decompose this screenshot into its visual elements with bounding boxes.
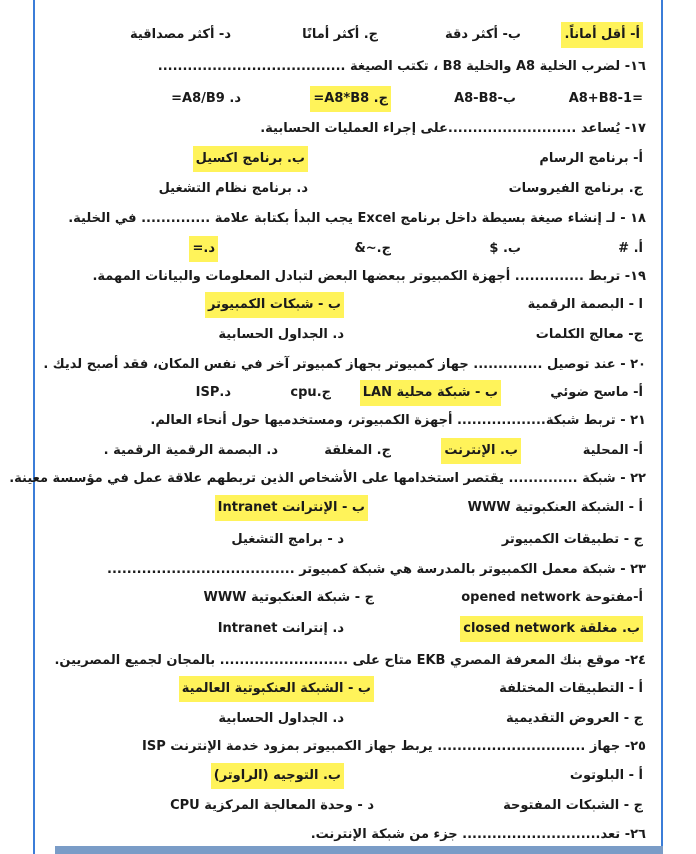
q24-option-c: ج - العروض التقديمية — [506, 711, 643, 726]
question-25: ٢٥- جهاز .............................. يربط جهاز الكمبيوتر بمزود خدمة الإنترنت ISP — [142, 739, 646, 754]
q23-option-a: أ-مفتوحة opened network — [461, 590, 643, 605]
q15-option-d: د- أكثر مصداقية — [129, 27, 231, 42]
q24-option-d: د. الجداول الحسابية — [218, 711, 344, 726]
q22-option-b: ب - الإنترانت Intranet — [215, 495, 368, 521]
q19-option-c: ج- معالج الكلمات — [535, 327, 643, 342]
q16-option-a: A8+B8-1= — [568, 91, 643, 106]
q21-option-c: ج. المغلقة — [324, 443, 391, 458]
q18-option-b: ب. $ — [489, 241, 521, 256]
q22-option-d: د - برامج التشغيل — [231, 532, 344, 547]
q19-option-b: ب - شبكات الكمبيوتر — [205, 292, 344, 318]
q21-option-b: ب. الإنترنت — [441, 438, 521, 464]
q17-option-c: ج. برنامج الفيروسات — [508, 181, 643, 196]
q15-option-a: أ- أقل أماناً. — [561, 22, 643, 48]
q20-option-c: ج.cpu — [290, 385, 331, 400]
q25-option-b: ب. التوجيه (الراوتر) — [211, 763, 344, 789]
q16-option-d: د. A8/B9= — [171, 91, 241, 106]
q25-option-a: أ - البلوتوث — [569, 768, 643, 783]
page-bottom-border — [55, 846, 663, 854]
question-18: ١٨ - لـ إنشاء صيغة بسيطة داخل برنامج Excel يجب البدأ بكتابة علامة .............. في الخلية. — [68, 211, 646, 226]
q23-option-b: ب. مغلقة closed network — [460, 616, 643, 642]
q17-option-d: د. برنامج نظام التشغيل — [158, 181, 308, 196]
question-22: ٢٢ - شبكة .............. يقتصر استخدامها على الأشخاص الذين تربطهم علاقة عمل في مؤسسة معينة. — [9, 471, 646, 486]
q22-option-a: أ - الشبكة العنكبوتية WWW — [467, 500, 643, 515]
q18-option-d: د.= — [189, 236, 218, 262]
question-23: ٢٣ - شبكة معمل الكمبيوتر بالمدرسة هي شبكة كمبيوتر ...................................... — [107, 562, 646, 577]
q15-option-b: ب- أكثر دقة — [445, 27, 521, 42]
q19-option-d: د. الجداول الحسابية — [218, 327, 344, 342]
q15-option-c: ج. أكثر أمانًا — [302, 27, 378, 42]
q24-option-a: أ - التطبيقات المختلفة — [499, 681, 643, 696]
q21-option-d: د. البصمة الرقمية الرقمية . — [103, 443, 278, 458]
q17-option-a: أ- برنامج الرسام — [539, 151, 643, 166]
q22-option-c: ج - تطبيقات الكمبيوتر — [501, 532, 643, 547]
q20-option-a: أ- ماسح ضوئي — [550, 385, 643, 400]
q23-option-d: د. إنترانت Intranet — [217, 621, 344, 636]
q23-option-c: ج - شبكة العنكبوتية WWW — [203, 590, 374, 605]
question-17: ١٧- يُساعد ..........................على إجراء العمليات الحسابية. — [260, 121, 646, 136]
q25-option-c: ج - الشبكات المفتوحة — [503, 798, 643, 813]
q24-option-b: ب - الشبكة العنكبوتية العالمية — [179, 676, 374, 702]
q16-option-c: ج. A8*B8= — [310, 86, 391, 112]
question-26: ٢٦- تعد............................ جزء من شبكة الإنترنت. — [310, 827, 646, 842]
q17-option-b: ب. برنامج اكسيل — [193, 146, 308, 172]
q18-option-a: أ. # — [618, 241, 643, 256]
q25-option-d: د - وحدة المعالجة المركزية CPU — [170, 798, 374, 813]
q16-option-b: ب-A8-B8 — [454, 91, 516, 106]
question-19: ١٩- تربط .............. أجهزة الكمبيوتر ببعضها البعض لتبادل المعلومات والبيانات المهمة. — [92, 269, 646, 284]
q18-option-c: ج.~& — [354, 241, 391, 256]
question-21: ٢١ - تربط شبكة.................. أجهزة الكمبيوتر، ومستخدميها حول أنحاء العالم. — [150, 413, 646, 428]
question-16: ١٦- لضرب الخلية A8 والخلية B8 ، تكتب الصيغة ...................................... — [157, 59, 646, 74]
q20-option-d: د.ISP — [195, 385, 231, 400]
question-24: ٢٤- موقع بنك المعرفة المصري EKB متاح على .......................... بالمجان لجميع المصريين. — [54, 653, 646, 668]
question-20: ٢٠ - عند توصيل .............. جهاز كمبيوتر بجهاز كمبيوتر آخر في نفس المكان، فقد أصبح لديك . — [43, 357, 646, 372]
q19-option-a: ا - البصمة الرقمية — [527, 297, 643, 312]
q21-option-a: أ- المحلية — [582, 443, 643, 458]
q20-option-b: ب - شبكة محلية LAN — [360, 380, 501, 406]
